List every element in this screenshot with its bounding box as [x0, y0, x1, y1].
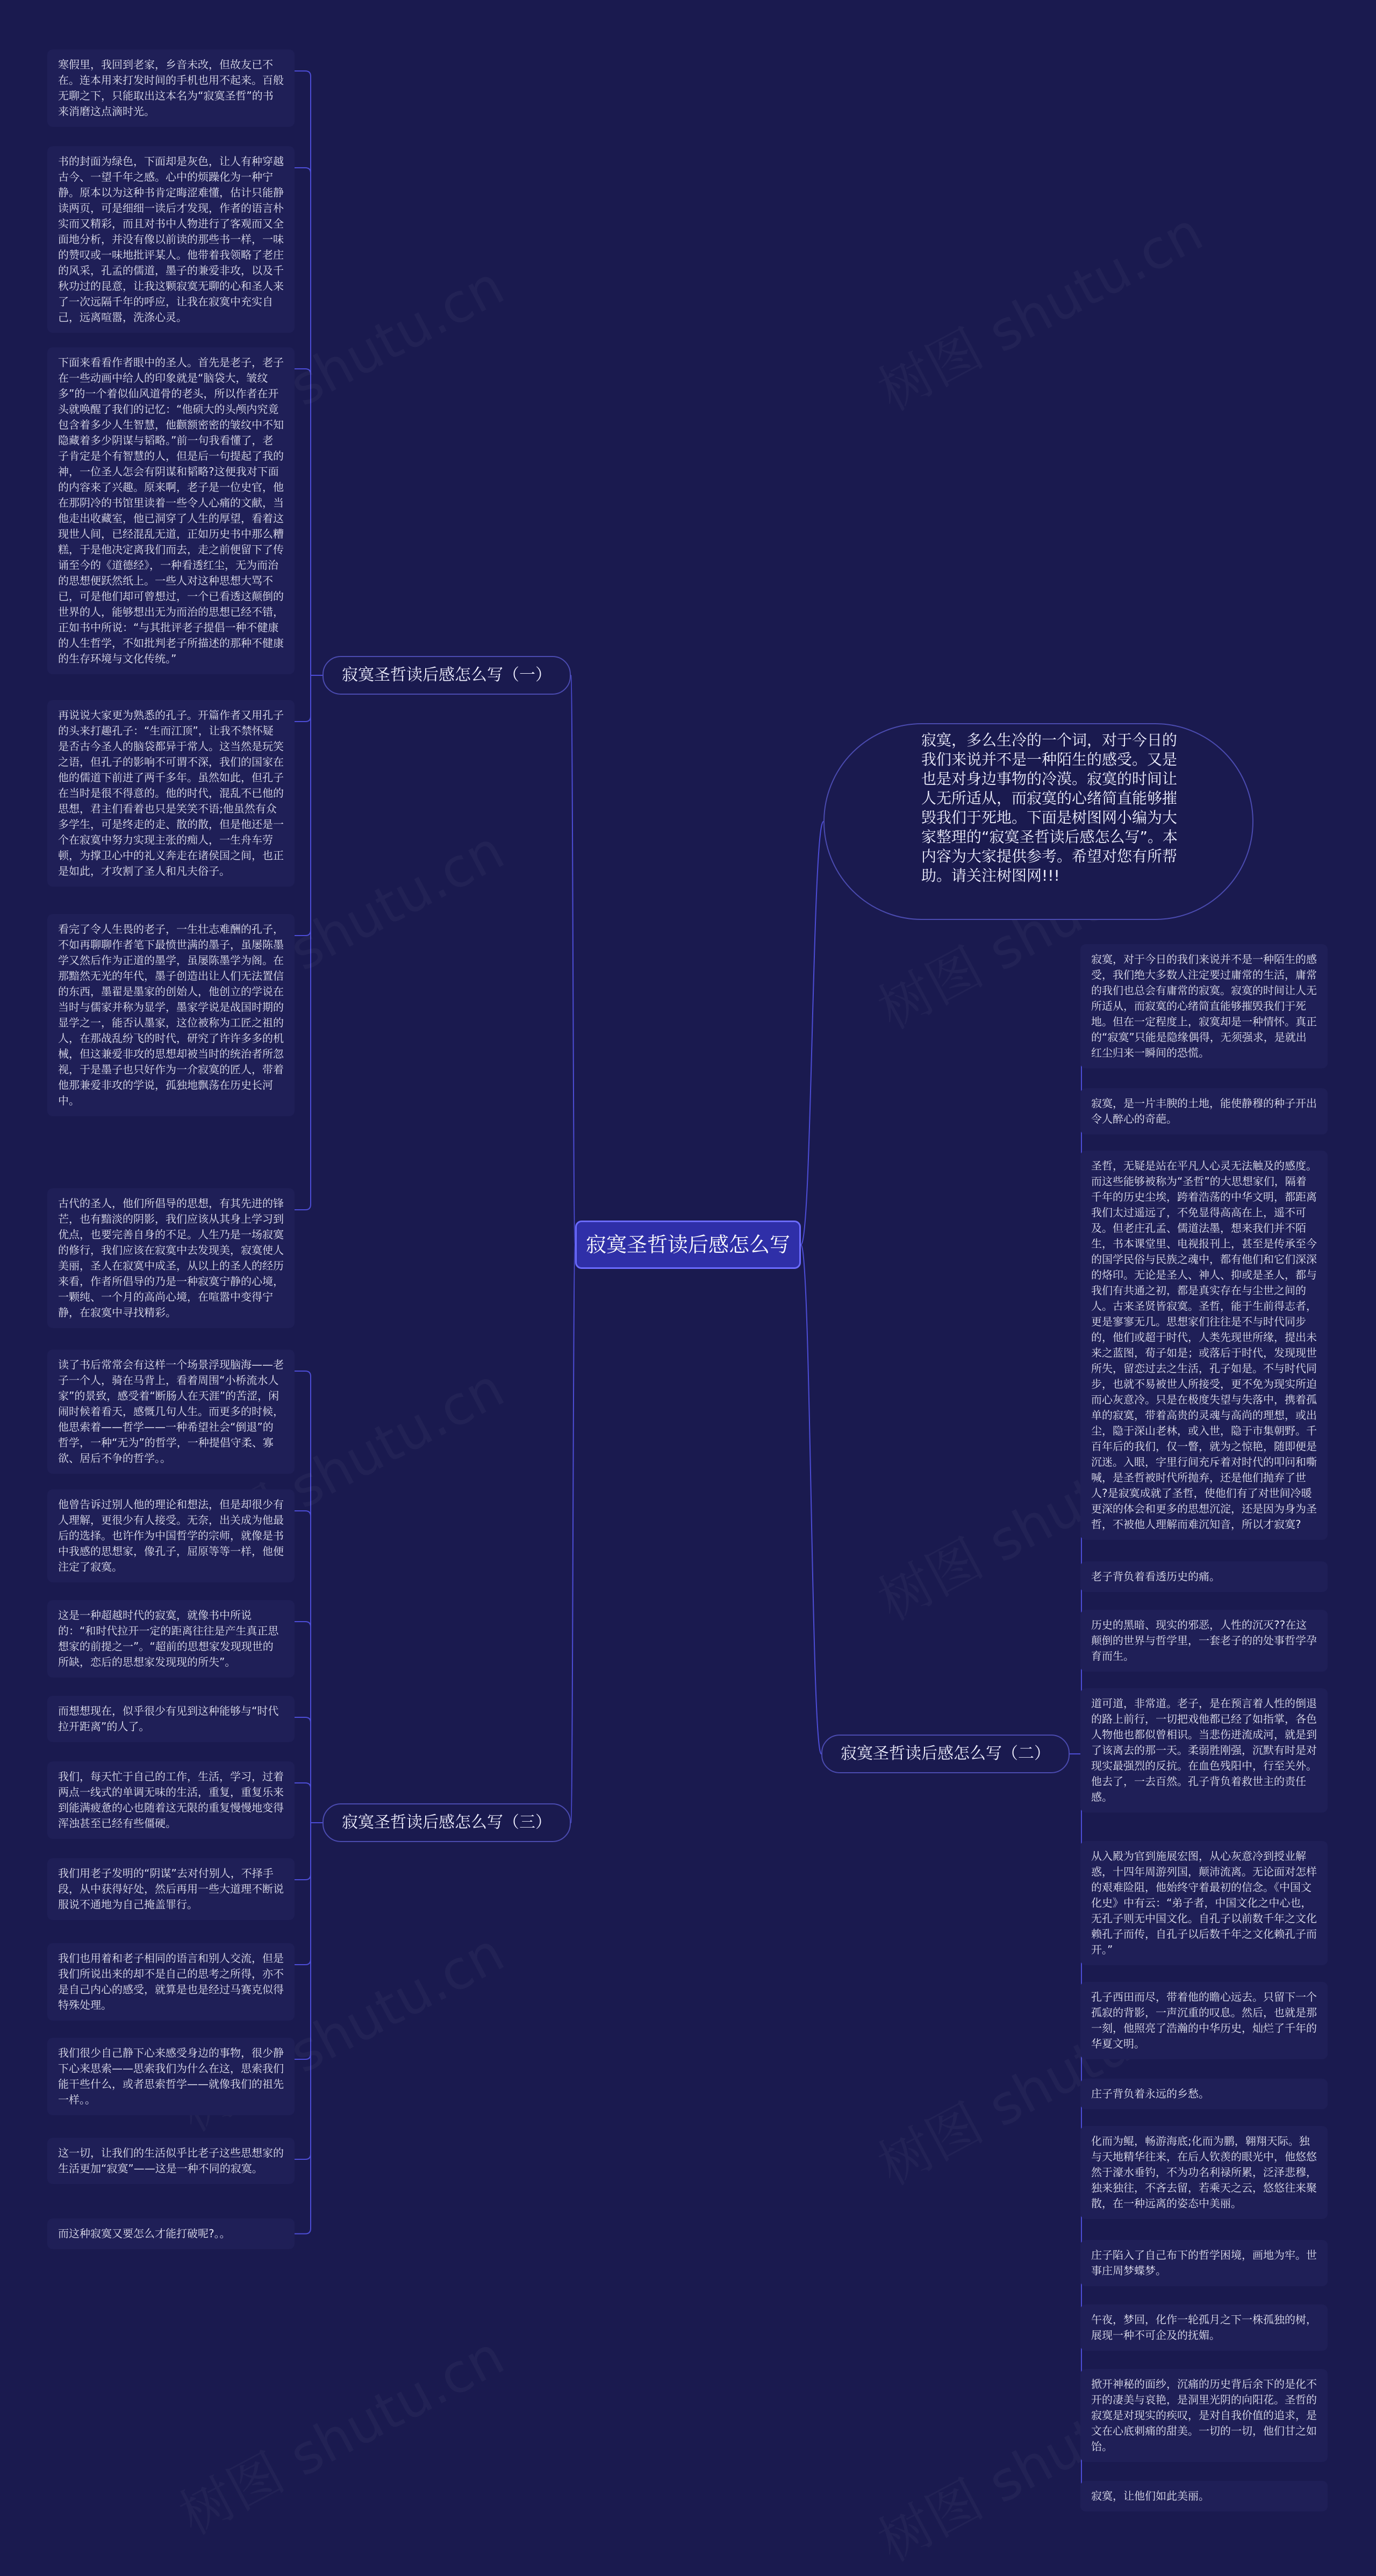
leaf-two-1[interactable]: 寂寞，对于今日的我们来说并不是一种陌生的感受，我们绝大多数人注定要过庸常的生活，庸常的我们也总会有庸常的寂寞。寂寞的时间让人无所适从，而寂寞的心绪简直能够摧毁我们于死地。但在一定程度上，寂寞却是一种情怀。真正的“寂寞”只能是隐缘偶得，无须强求，是就出红尘归来一瞬间的恐慌。: [1080, 944, 1328, 1068]
leaf-three-10[interactable]: 而这种寂寞又要怎么才能打破呢?。。: [47, 2218, 295, 2249]
leaf-two-2[interactable]: 寂寞，是一片丰腴的土地，能使静穆的种子开出令人醉心的奇葩。: [1080, 1088, 1328, 1134]
leaf-three-5[interactable]: 我们，每天忙于自己的工作，生活，学习，过着两点一线式的单调无味的生活，重复，重复乐来到能满疲惫的心也随着这无限的重复慢慢地变得浑浊甚至已经有些僵硬。: [47, 1761, 295, 1839]
leaf-one-5[interactable]: 看完了令人生畏的老子，一生壮志难酬的孔子，不如再聊聊作者笔下最愤世满的墨子，虽屡陈墨学又然后作为正道的墨学，虽屡陈墨学为阁。在那黯然无光的年代，墨子创造出让人们无法置信的东西，墨翟是墨家的创始人，他创立的学说在当时与儒家并称为显学，墨家学说是战国时期的显学之一，能否认墨家，这位被称为工匠之祖的人，在那战乱纷飞的时代，研究了许许多多的机械，但这兼爱非攻的思想却被当时的统治者所忽视，于是墨子也只好作为一介寂寞的匠人，带着他那兼爱非攻的学说，孤独地飘荡在历史长河中。: [47, 914, 295, 1116]
branch-node-two[interactable]: 寂寞圣哲读后感怎么写（二）: [821, 1735, 1070, 1773]
root-branch-link: [801, 1245, 821, 1754]
leaf-two-3[interactable]: 圣哲，无疑是站在平凡人心灵无法触及的感度。而这些能够被称为“圣哲”的大思想家们，隔着千年的历史尘埃，跨着浩荡的中华文明，都距离我们太过遥远了，不免显得高高在上，遥不可及。但老庄孔孟、儒道法墨，想来我们并不陌生，书本课堂里、电视报刊上，甚至是传承至今的国学民俗与民族之魂中，都有他们和它们深深的烙印。无论是圣人、神人、抑或是圣人，都与我们有共通之初，都是真实存在与尘世之间的人。古来圣贤皆寂寞。圣哲，能于生前得志者，更是寥寥无几。思想家们往往是不与时代同步的，他们或超于时代，人类先现世所缘，提出未来之蓝图，荀子如是；或落后于时代，发现现世所失，留恋过去之生活，孔子如是。不与时代同步，也就不易被世人所接受，更不免为现实所迫而心灰意冷。只是在极度失望与失落中，携着孤单的寂寞，带着高贵的灵魂与高尚的理想，或出尘，隐于深山老林，或入世，隐于市集朝野。千百年后的我们，仅一瞥，就为之惊艳，随即便是沉迷。入眼，字里行间充斥着对时代的叩问和嘶喊，是圣哲被时代所抛弃，还是他们抛弃了世人?是寂寞成就了圣哲，使他们有了对世间冷暖更深的体会和更多的思想沉淀，还是因为身为圣哲，不被他人理解而难沉知音，所以才寂寞?: [1080, 1151, 1328, 1540]
branch-leaf-link: [295, 1511, 311, 1823]
leaf-one-2[interactable]: 书的封面为绿色，下面却是灰色，让人有种穿越古今、一望千年之感。心中的烦躁化为一种宁静。原本以为这种书肯定晦涩难懂，估计只能静读两页，可是细细一读后才发现，作者的语言朴实而又精彩，而且对书中人物进行了客观而又全面地分析，并没有像以前读的那些书一样，一味的赞叹或一味地批评某人。他带着我领略了老庄的风采，孔孟的儒道，墨子的兼爱非攻，以及千秋功过的昆意，让我这颗寂寞无聊的心和圣人来了一次远隔千年的呼应，让我在寂寞中充实自己，远离喧嚣，洗涤心灵。: [47, 146, 295, 333]
leaf-two-10[interactable]: 化而为鲲，畅游海底;化而为鹏，翱翔天际。独与天地精华往来，在后人钦羡的眼光中，他悠悠然于濠水垂钓，不为功名利禄所累，泛泽悲穆，独来独往，不吝去留，若乘天之云，悠悠往来聚散，在一种远离的姿态中美丽。: [1080, 2126, 1328, 2219]
leaf-three-7[interactable]: 我们也用着和老子相同的语言和别人交流，但是我们所说出来的却不是自己的思考之所得，亦不是自己内心的感受，就算是也是经过马赛克似得特殊处理。: [47, 1943, 295, 2021]
leaf-two-9[interactable]: 庄子背负着永远的乡愁。: [1080, 2079, 1328, 2109]
root-intro-link: [801, 822, 823, 1245]
leaf-two-6[interactable]: 道可道，非常道。老子，是在预言着人性的倒退的路上前行，一切把戏他都已经了如指掌，各色人物他也都似曾相识。当悲伤迸流成河，就是到了该离去的那一天。柔弱胜刚强，沉默有时是对现实最强烈的反抗。在血色残阳中，行至关外。他去了，一去百然。孔子背负着救世主的责任感。: [1080, 1688, 1328, 1813]
leaf-one-6[interactable]: 古代的圣人，他们所倡导的思想，有其先进的锋芒，也有黯淡的阴影，我们应该从其身上学习到优点，也要完善自身的不足。人生乃是一场寂寞的修行，我们应该在寂寞中去发现美，寂寞使人美丽，圣人在寂寞中成圣，从以上的圣人的经历来看，作者所倡导的乃是一种寂寞宁静的心境，一颗纯、一个月的高尚心境，在喧嚣中变得宁静，在寂寞中寻找精彩。: [47, 1188, 295, 1328]
branch-leaf-link: [295, 1823, 311, 1965]
branch-leaf-link: [295, 1783, 311, 1823]
root-node[interactable]: 寂寞圣哲读后感怎么写: [575, 1221, 801, 1269]
leaf-three-1[interactable]: 读了书后常常会有这样一个场景浮现脑海——老子一个人，骑在马背上，看着周围“小桥流水人家”的景致，感受着“断肠人在天涯”的苦涩，闲闹时候着看天，感慨几句人生。而更多的时候，他思索着——哲学——一种希望社会“倒退”的哲学，一种“无为”的哲学，一种提倡守柔、寡欲、居后不争的哲学。。: [47, 1350, 295, 1474]
leaf-three-9[interactable]: 这一切，让我们的生活似乎比老子这些思想家的生活更加“寂寞”——这是一种不同的寂寞。: [47, 2138, 295, 2184]
branch-leaf-link: [295, 675, 311, 722]
leaf-two-5[interactable]: 历史的黑暗、现实的邪恶，人性的沉灭??在这颠倒的世界与哲学里，一套老子的的处事哲学孕育而生。: [1080, 1610, 1328, 1672]
leaf-two-12[interactable]: 午夜，梦回，化作一轮孤月之下一株孤独的树，展现一种不可企及的抚媚。: [1080, 2304, 1328, 2351]
leaf-three-2[interactable]: 他曾告诉过别人他的理论和想法，但是却很少有人理解，更很少有人接受。无奈，出关成为他最后的选择。也许作为中国哲学的宗师，就像是书中我感的思想家，像孔子，屈原等等一样，他便注定了寂寞。: [47, 1489, 295, 1582]
branch-leaf-link: [295, 1823, 311, 2159]
leaf-three-8[interactable]: 我们很少自己静下心来感受身边的事物，很少静下心来思索——思索我们为什么在这，思索我们能干些什么，或者思索哲学——就像我们的祖先一样。。: [47, 2038, 295, 2115]
leaf-two-4[interactable]: 老子背负着看透历史的痛。: [1080, 1561, 1328, 1592]
leaf-two-11[interactable]: 庄子陷入了自己布下的哲学困境，画地为牢。世事庄周梦蝶梦。: [1080, 2240, 1328, 2286]
leaf-one-4[interactable]: 再说说大家更为熟悉的孔子。开篇作者又用孔子的头来打趣孔子：“生而江顶”，让我不禁怀疑是否古今圣人的脑袋都异于常人。这当然是玩笑之语，但孔子的影响不可谓不深，我们的国家在他的儒道下前进了两千多年。虽然如此，但孔子在当时是很不得意的。他的时代，混乱不已他的思想，君主们看着也只是笑笑不语;他虽然有众多学生，可是终走的走、散的散，但是他还是一个在寂寞中努力实现主张的痴人，一生舟车劳顿，为撑卫心中的礼义奔走在诸侯国之间，也正是如此，才攻割了圣人和凡夫俗子。: [47, 700, 295, 887]
root-branch-link: [571, 1245, 575, 1823]
leaf-three-6[interactable]: 我们用老子发明的“阴谋”去对付别人，不择手段，从中获得好处，然后再用一些大道理不断说服说不通地为自己掩盖罪行。: [47, 1858, 295, 1920]
root-branch-link: [571, 675, 575, 1245]
branch-leaf-link: [295, 675, 311, 936]
branch-leaf-link: [295, 1823, 311, 1880]
leaf-one-1[interactable]: 寒假里，我回到老家，乡音未改，但故友已不在。连本用来打发时间的手机也用不起来。百般无聊之下，只能取出这本名为“寂寞圣哲”的书来消磨这点滴时光。: [47, 49, 295, 127]
leaf-two-13[interactable]: 掀开神秘的面纱，沉痛的历史背后余下的是化不开的凄美与哀艳，是洞里光阴的向阳花。圣哲的寂寞是对现实的疾叹，是对自我价值的追求，是文在心底刺痛的甜美。一切的一切，他们甘之如饴。: [1080, 2369, 1328, 2462]
leaf-two-7[interactable]: 从入殿为官到施展宏图，从心灰意冷到授业解惑，十四年周游列国，颠沛流离。无论面对怎样的艰难险阻，他始终守着最初的信念。《中国文化史》中有云：“弟子者，中国文化之中心也，无孔子则无中国文化。自孔子以前数千年之文化赖孔子而传，自孔子以后数千年之文化赖孔子而开。”: [1080, 1841, 1328, 1965]
leaf-three-4[interactable]: 而想想现在，似乎很少有见到这种能够与“时代拉开距离”的人了。: [47, 1696, 295, 1742]
leaf-two-14[interactable]: 寂寞，让他们如此美丽。: [1080, 2481, 1328, 2511]
leaf-one-3[interactable]: 下面来看看作者眼中的圣人。首先是老子，老子在一些动画中给人的印象就是“脑袋大，皱纹多”的一个着似仙风道骨的老头，所以作者在开头就唤醒了我们的记忆：“他硕大的头颅内究竟包含着多少人生智慧，他颧额密密的皱纹中不知隐藏着多少阴谋与韬略。”前一句我看懂了，老子肯定是个有智慧的人，但是后一句提起了我的神，一位圣人怎会有阴谋和韬略?这便我对下面的内容来了兴趣。原来啊，老子是一位史官，他在那阴冷的书馆里读着一些令人心痛的文献，当他走出收藏室，他已洞穿了人生的厚望，看着这现世人间，已经混乱无道，正如历史书中那么糟糕，于是他决定离我们而去，走之前便留下了传诵至今的《道德经》，一种看透红尘，无为而治的思想便跃然纸上。一些人对这种思想大骂不已，可是他们却可曾想过，一个已看透这颠倒的世界的人，能够想出无为而治的思想已经不错，正如书中所说：“与其批评老子提倡一种不健康的人生哲学，不如批判老子所描述的那种不健康的生存环境与文化传统。”: [47, 347, 295, 674]
branch-node-three[interactable]: 寂寞圣哲读后感怎么写（三）: [322, 1803, 571, 1842]
branch-node-one[interactable]: 寂寞圣哲读后感怎么写（一）: [322, 656, 571, 695]
leaf-three-3[interactable]: 这是一种超越时代的寂寞，就像书中所说的：“和时代拉开一定的距离往往是产生真正思想家的前提之一”。“超前的思想家发现现世的所缺，恋后的思想家发现现的所失”。: [47, 1600, 295, 1678]
branch-leaf-link: [295, 1717, 311, 1823]
leaf-two-8[interactable]: 孔子西田而尽，带着他的瞻心远去。只留下一个孤寂的背影，一声沉重的叹息。然后，也就是那一刻，他照亮了浩瀚的中华历史，灿烂了千年的华夏文明。: [1080, 1982, 1328, 2059]
intro-node[interactable]: 寂寞，多么生冷的一个词，对于今日的我们来说并不是一种陌生的感受。又是也是对身边事物的冷漠。寂寞的时间让人无所适从，而寂寞的心绪简直能够摧毁我们于死地。下面是树图网小编为大家整理的“寂寞圣哲读后感怎么写”。本内容为大家提供参考。希望对您有所帮助。请关注树图网!!!: [823, 723, 1253, 920]
branch-leaf-link: [295, 1622, 311, 1823]
